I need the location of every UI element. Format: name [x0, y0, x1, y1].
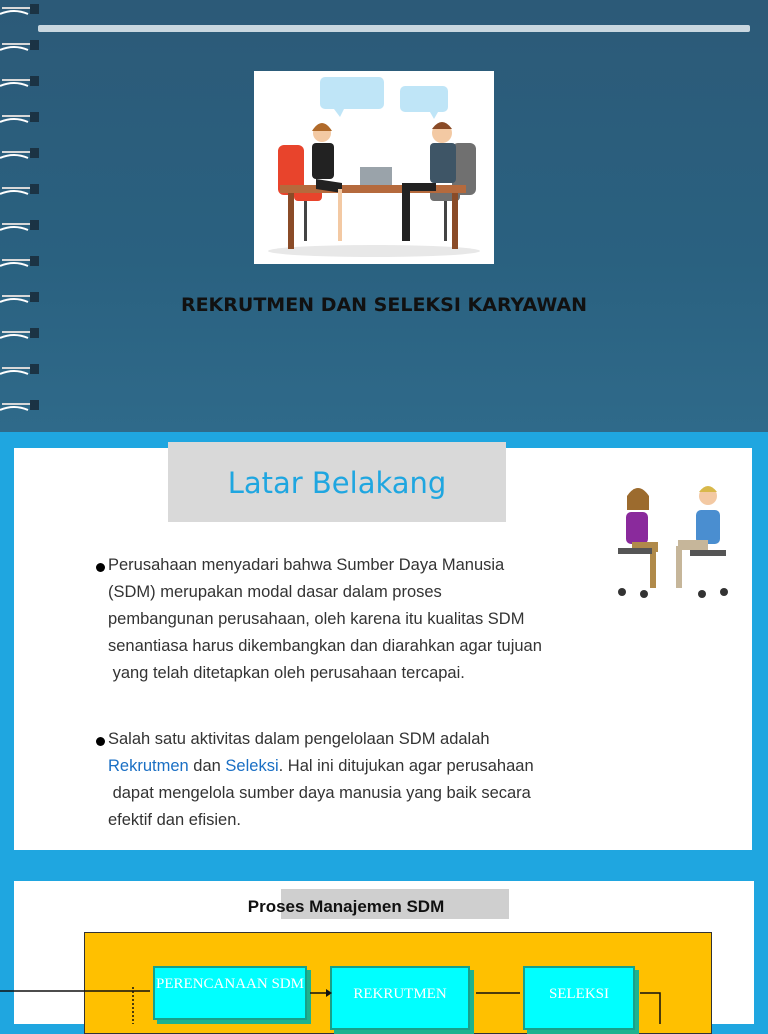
text-line: pembangunan perusahaan, oleh karena itu kualitas SDM — [108, 610, 525, 628]
keyword-rekrutmen: Rekrutmen — [108, 757, 189, 775]
text-line: Perusahaan menyadari bahwa Sumber Daya Manusia — [108, 556, 505, 574]
bullet-icon — [96, 563, 105, 572]
text-line: (SDM) merupakan modal dasar dalam proses — [108, 583, 442, 601]
text-line — [108, 753, 588, 780]
paragraph-1 — [108, 552, 588, 687]
slide-title: Proses Manajemen SDM — [247, 897, 445, 916]
step-rekrutmen: REKRUTMEN — [330, 966, 470, 1030]
step-seleksi: SELEKSI — [523, 966, 635, 1030]
title-slide — [0, 0, 768, 432]
text-line: Salah satu aktivitas dalam pengelolaan SDM adalah — [108, 730, 490, 748]
text-line: dapat mengelola sumber daya manusia yang baik secara — [108, 784, 531, 802]
slide-title: REKRUTMEN DAN SELEKSI KARYAWAN — [180, 294, 588, 316]
interview-illustration — [254, 71, 494, 264]
spiral-binding-icon — [0, 0, 44, 432]
text-line: efektif dan efisien. — [108, 811, 241, 829]
title-box — [168, 442, 506, 522]
text-line: senantiasa harus dikembangkan dan diarahkan agar tujuan — [108, 637, 542, 655]
process-slide — [14, 881, 754, 1024]
text-line: yang telah ditetapkan oleh perusahaan tercapai. — [108, 664, 465, 682]
counseling-illustration-icon — [610, 484, 736, 604]
keyword-seleksi: Seleksi — [225, 757, 279, 775]
top-rule — [38, 25, 750, 32]
text-line-rest: . Hal ini ditujukan agar perusahaan — [278, 757, 534, 775]
step-perencanaan: PERENCANAAN SDM — [153, 966, 307, 1020]
slide-title: Latar Belakang — [227, 466, 447, 500]
bullet-icon — [96, 737, 105, 746]
background-slide — [14, 448, 752, 850]
paragraph-2 — [108, 726, 588, 834]
conjunction: dan — [193, 757, 221, 775]
interview-icon — [254, 71, 494, 264]
process-arrows — [0, 981, 768, 1024]
